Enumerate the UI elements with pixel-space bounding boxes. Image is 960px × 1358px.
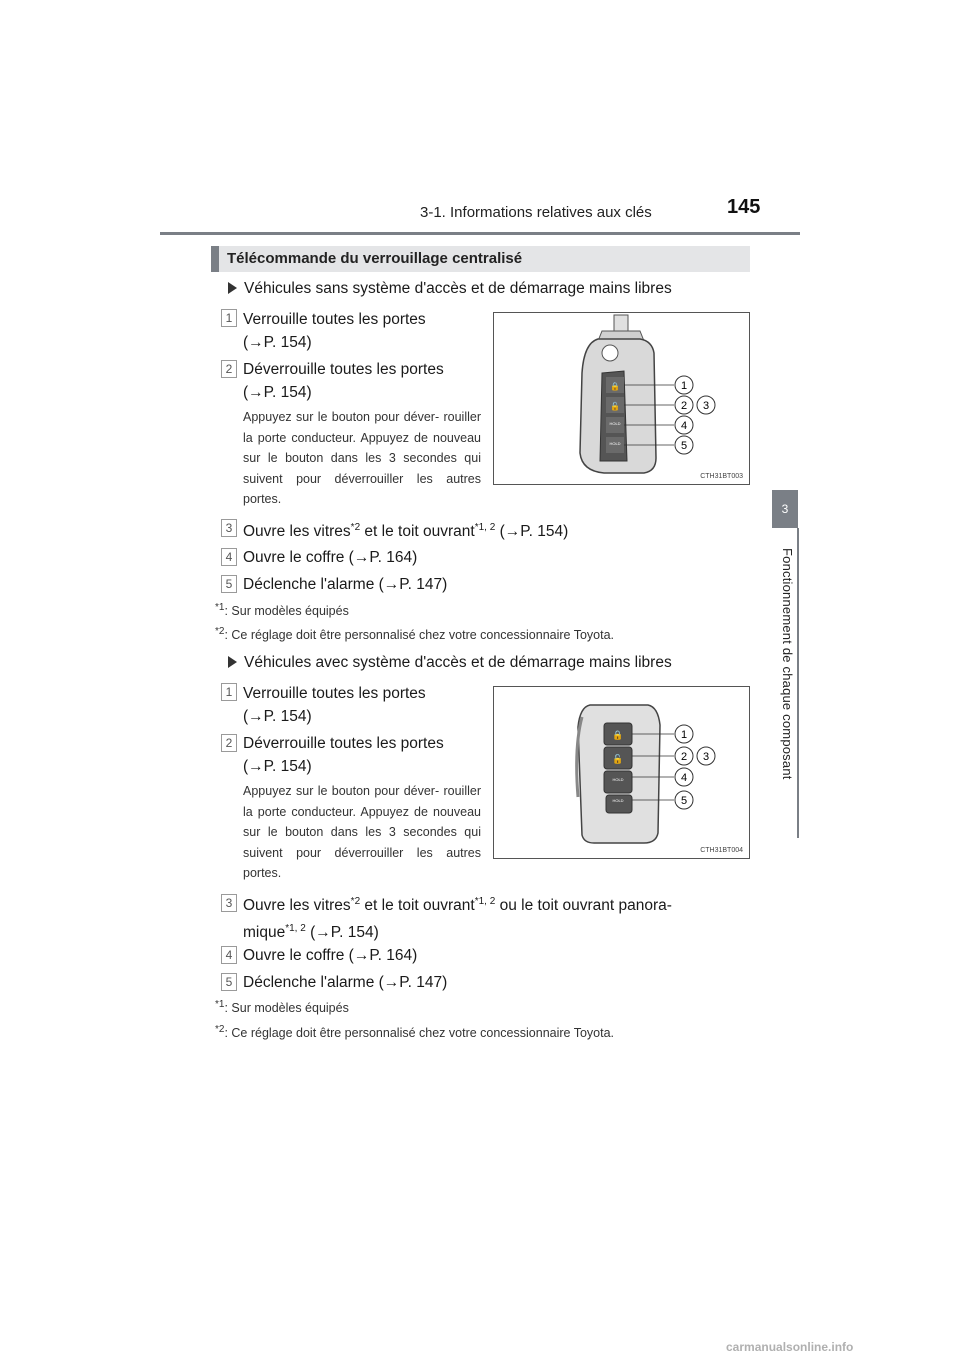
variant-title: Véhicules sans système d'accès et de démarrage mains libres <box>228 280 672 298</box>
page-reference[interactable]: (→P. 154) <box>243 758 312 775</box>
section-heading: 3-1. Informations relatives aux clés <box>420 204 652 221</box>
list-item: Déverrouille toutes les portes (→P. 154) <box>243 358 481 404</box>
page-reference[interactable]: (→P. 154) <box>243 708 312 725</box>
key-figure <box>493 312 750 485</box>
triangle-bullet-icon <box>228 656 237 668</box>
chapter-title: Fonctionnement de chaque composant <box>780 548 795 780</box>
list-item: Ouvre les vitres$^{*2}$ et le toit ouvrant$^{*1, 2}$ (→P. 154) <box>243 522 569 540</box>
svg-text:2: 2 <box>680 400 688 412</box>
item-number: 1 <box>221 683 237 701</box>
item-note: Appuyez sur le bouton pour déver- rouiller la porte conducteur. Appuyez de nouveau sur le bouton dans les 3 secondes qui suivent pour déverrouiller les autres portes. <box>243 410 481 506</box>
page-reference[interactable]: (→P. 154) <box>495 523 569 540</box>
page-reference[interactable]: (→P. 154) <box>305 924 379 941</box>
svg-text:5: 5 <box>680 795 688 807</box>
svg-text:🔓: 🔓 <box>612 755 624 765</box>
svg-text:5: 5 <box>680 440 688 452</box>
key-fob-illustration <box>494 313 751 486</box>
item-number: 2 <box>221 734 237 752</box>
list-item: Déverrouille toutes les portes (→P. 154) <box>243 732 481 778</box>
item-number: 1 <box>221 309 237 327</box>
chapter-rule <box>797 528 799 838</box>
item-number: 5 <box>221 973 237 991</box>
svg-text:4: 4 <box>680 420 688 432</box>
item-note: Appuyez sur le bouton pour déver- rouiller la porte conducteur. Appuyez de nouveau sur le bouton dans les 3 secondes qui suivent pour déverrouiller les autres portes. <box>243 784 481 880</box>
key-figure <box>493 686 750 859</box>
list-item: Déclenche l'alarme (→P. 147) <box>243 576 448 593</box>
figure-code: CTH31BT004 <box>700 847 743 854</box>
figure-code: CTH31BT003 <box>700 473 743 480</box>
svg-text:🔓: 🔓 <box>610 402 620 411</box>
triangle-bullet-icon <box>228 282 237 294</box>
section-title: Télécommande du verrouillage centralisé <box>211 246 750 272</box>
list-item: Déclenche l'alarme (→P. 147) <box>243 974 448 991</box>
list-item: Ouvre les vitres$^{*2}$ et le toit ouvrant$^{*1, 2}$ ou le toit ouvrant panora- mique$^{*1, 2}$ (→P. 154) <box>243 896 672 941</box>
item-number: 3 <box>221 519 237 537</box>
svg-text:HOLD: HOLD <box>612 777 624 782</box>
item-number: 5 <box>221 575 237 593</box>
footnote: $^{*2}$: Ce réglage doit être personnalisé chez votre concessionnaire Toyota. <box>215 1024 615 1040</box>
watermark: carmanualsonline.info <box>726 1340 854 1354</box>
svg-text:HOLD: HOLD <box>612 798 624 803</box>
svg-text:2: 2 <box>680 751 688 763</box>
svg-text:1: 1 <box>680 380 688 392</box>
header-rule <box>160 232 800 235</box>
list-item: Ouvre le coffre (→P. 164) <box>243 549 418 566</box>
svg-text:HOLD: HOLD <box>609 441 621 446</box>
svg-text:4: 4 <box>680 772 688 784</box>
svg-text:3: 3 <box>702 400 710 412</box>
svg-text:🔒: 🔒 <box>610 382 620 391</box>
list-item: Verrouille toutes les portes (→P. 154) <box>243 682 481 728</box>
item-number: 4 <box>221 548 237 566</box>
footnote: $^{*2}$: Ce réglage doit être personnalisé chez votre concessionnaire Toyota. <box>215 626 615 642</box>
svg-text:3: 3 <box>702 751 710 763</box>
item-number: 2 <box>221 360 237 378</box>
item-number: 3 <box>221 894 237 912</box>
svg-text:1: 1 <box>680 729 688 741</box>
page-reference[interactable]: (→P. 154) <box>243 384 312 401</box>
footnote: $^{*1}$: Sur modèles équipés <box>215 999 349 1015</box>
page-number: 145 <box>727 196 761 218</box>
chapter-tab[interactable]: 3 <box>772 490 798 528</box>
footnote: $^{*1}$: Sur modèles équipés <box>215 602 349 618</box>
svg-text:🔒: 🔒 <box>612 731 624 741</box>
page-reference[interactable]: (→P. 154) <box>243 334 312 351</box>
list-item: Ouvre le coffre (→P. 164) <box>243 947 418 964</box>
item-number: 4 <box>221 946 237 964</box>
list-item: Verrouille toutes les portes (→P. 154) <box>243 308 481 354</box>
variant-title: Véhicules avec système d'accès et de démarrage mains libres <box>228 654 672 672</box>
smart-key-illustration <box>494 687 751 860</box>
svg-text:HOLD: HOLD <box>609 421 621 426</box>
